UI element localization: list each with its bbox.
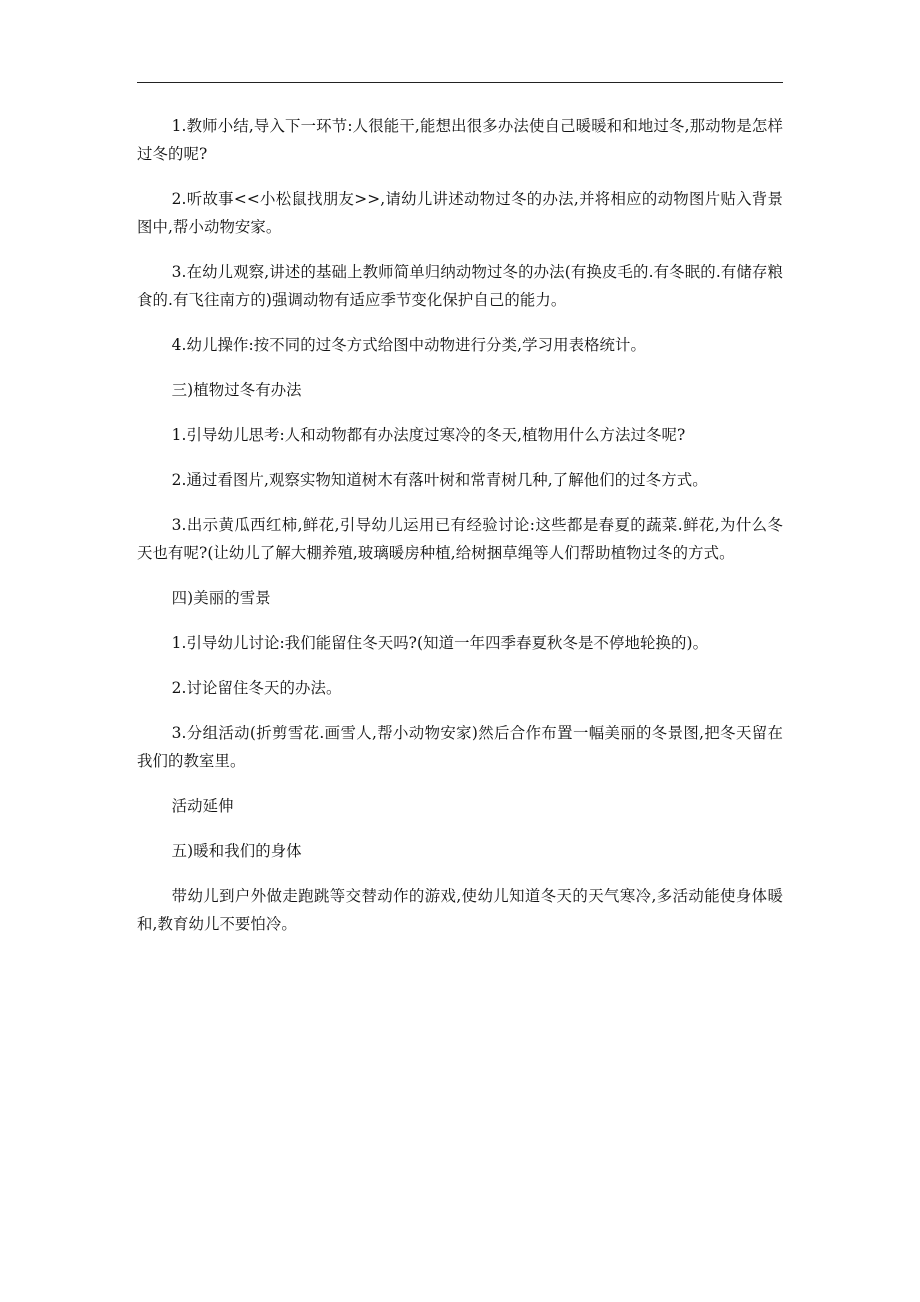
paragraph-plant-pictures: 2.通过看图片,观察实物知道树木有落叶树和常青树几种,了解他们的过冬方式。 [171, 471, 708, 489]
paragraph-plant-thinking: 1.引导幼儿思考:人和动物都有办法度过寒冷的冬天,植物用什么方法过冬呢? [171, 426, 686, 444]
paragraph-discuss-methods: 2.讨论留住冬天的办法。 [171, 679, 342, 697]
section-heading-plants: 三)植物过冬有办法 [171, 381, 302, 399]
document-body [137, 112, 783, 955]
paragraph-teacher-summary: 1.教师小结,导入下一环节:人很能干,能想出很多办法使自己暖暖和和地过冬,那动物是怎样过冬的呢? [137, 117, 783, 163]
section-heading-warm-body: 五)暖和我们的身体 [171, 842, 302, 860]
header-rule [137, 82, 783, 83]
paragraph-outdoor-games: 带幼儿到户外做走跑跳等交替动作的游戏,使幼儿知道冬天的天气寒冷,多活动能使身体暖和,教育幼儿不要怕冷。 [137, 887, 783, 933]
paragraph-child-operation: 4.幼儿操作:按不同的过冬方式给图中动物进行分类,学习用表格统计。 [171, 336, 647, 354]
paragraph-vegetables-discussion: 3.出示黄瓜西红柿,鲜花,引导幼儿运用已有经验讨论:这些都是春夏的蔬菜.鲜花,为什么冬天也有呢?(让幼儿了解大棚养殖,玻璃暖房种植,给树捆草绳等人们帮助植物过冬的方式。 [137, 516, 783, 562]
paragraph-group-activity: 3.分组活动(折剪雪花.画雪人,帮小动物安家)然后合作布置一幅美丽的冬景图,把冬天留在我们的教室里。 [137, 724, 783, 770]
paragraph-keep-winter: 1.引导幼儿讨论:我们能留住冬天吗?(知道一年四季春夏秋冬是不停地轮换的)。 [171, 634, 709, 652]
paragraph-story: 2.听故事<<小松鼠找朋友>>,请幼儿讲述动物过冬的办法,并将相应的动物图片贴入背景图中,帮小动物安家。 [137, 190, 783, 236]
section-heading-extension: 活动延伸 [171, 797, 234, 815]
paragraph-animal-methods: 3.在幼儿观察,讲述的基础上教师简单归纳动物过冬的办法(有换皮毛的.有冬眠的.有储存粮食的.有飞往南方的)强调动物有适应季节变化保护自己的能力。 [137, 263, 783, 309]
section-heading-snow-scene: 四)美丽的雪景 [171, 589, 271, 607]
